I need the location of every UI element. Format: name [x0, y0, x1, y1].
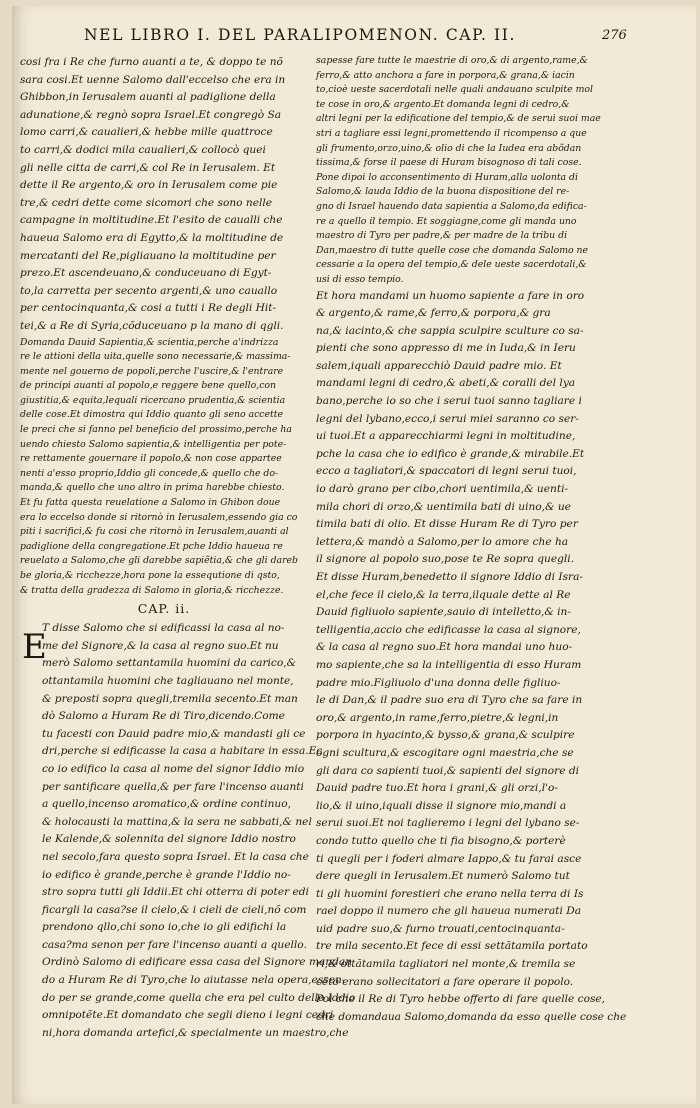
- text-line: to carri,& dodici mila caualieri,& collocò quei: [20, 143, 266, 156]
- text-line: mercatanti del Re,pigliauano la moltitudine per: [20, 249, 276, 262]
- text-line: co io edifico la casa al nome del signor Iddio mio: [42, 762, 305, 775]
- text-line: do per se grande,come quella che era pel culto dello Iddio: [42, 991, 356, 1004]
- text-line: prendono qllo,chi sono io,che io gli edifichi la: [42, 921, 287, 934]
- text-line: Ghibbon,in Ierusalem auanti al padiglione della: [20, 91, 276, 104]
- text-line: reuelato a Salomo,che gli darebbe sapiẽtia,& che gli dareb: [20, 555, 298, 567]
- text-line: serui suoi.Et noi taglieremo i legni del lybano se-: [316, 817, 580, 830]
- left-commentary-block: [20, 336, 308, 599]
- text-line: gli dara co sapienti tuoi,& sapienti del signore di: [316, 764, 579, 777]
- text-line: tissima,& forse il paese di Huram bisognoso di tali cose.: [316, 157, 582, 169]
- right-text-block: [316, 288, 627, 1027]
- text-line: Et fu fatta questa reuelatione a Salomo in Ghibon doue: [20, 497, 281, 509]
- text-line: sapesse fare tutte le maestrie di oro,& di argento,rame,&: [316, 55, 588, 66]
- text-line: bano,perche io so che i serui tuoi sanno tagliare i: [316, 395, 582, 408]
- text-line: Ordinò Salomo di edificare essa casa del Signore mandan: [42, 956, 353, 969]
- text-line: il signore al popolo suo,pose te Re sopra quegli.: [316, 553, 575, 566]
- text-line: cosi fra i Re che furno auanti a te, & doppo te nõ: [20, 56, 283, 68]
- text-line: ti quegli per i foderi almare Iappo,& tu farai asce: [316, 852, 582, 865]
- text-line: re a quello il tempio. Et soggiagne,come gli manda uno: [316, 215, 577, 227]
- text-line: le di Dan,& il padre suo era di Tyro che sa fare in: [316, 694, 583, 707]
- text-line: Poi che il Re di Tyro hebbe offerto di fare quelle cose,: [316, 993, 606, 1006]
- text-line: T disse Salomo che si edificassi la casa al no-: [42, 622, 285, 635]
- text-line: gli nelle citta de carri,& col Re in Ierusalem. Et: [20, 161, 276, 174]
- text-line: gli frumento,orzo,uino,& olio di che la Iudea era abõdan: [316, 142, 582, 154]
- text-line: pche la casa che io edifico è grande,& mirabile.Et: [316, 447, 585, 460]
- text-line: gno di Israel hauendo data sapientia a Salomo,da edifica-: [316, 200, 587, 212]
- text-line: cessarie a la opera del tempio,& dele ueste sacerdotali,&: [316, 259, 587, 271]
- left-column: [20, 54, 356, 1094]
- text-line: padre mio.Figliuolo d'una donna delle figliuo-: [316, 676, 561, 689]
- text-line: ti gli huomini forestieri che erano nella terra di Is: [316, 887, 584, 900]
- text-line: nel secolo,fara questo sopra Israel. Et la casa che: [42, 850, 309, 863]
- text-line: giustitia,& equita,lequali ricercano prudentia,& scientia: [20, 394, 286, 406]
- text-line: telligentia,accio che edificasse la casa al signore,: [316, 623, 581, 636]
- text-line: per santificare quella,& per fare l'incenso auanti: [42, 780, 304, 793]
- text-line: timila bati di olio. Et disse Huram Re di Tyro per: [316, 518, 578, 531]
- text-line: altri legni per la edificatione del tempio,& de serui suoi mae: [316, 113, 601, 125]
- text-line: delle cose.Et dimostra qui Iddio quanto gli seno accette: [20, 409, 283, 421]
- text-line: dri,perche si edificasse la casa a habitare in essa.Ec: [42, 745, 323, 758]
- text-line: casa?ma senon per fare l'incenso auanti a quello.: [42, 938, 307, 951]
- text-line: prezo.Et ascendeuano,& conduceuano di Egyt-: [20, 267, 272, 280]
- running-title: NEL LIBRO I. DEL PARALIPOMENON. CAP. II.: [84, 26, 517, 44]
- text-line: manda,& quello che uno altro in prima harebbe chiesto.: [20, 482, 285, 494]
- text-line: Et disse Huram,benedetto il signore Iddio di Isra-: [316, 571, 583, 583]
- text-line: ecco a tagliatori,& spaccatori di legni serui tuoi,: [316, 465, 577, 478]
- text-line: io darò grano per cibo,chori uentimila,& uenti-: [316, 483, 569, 496]
- text-line: ferro,& atto anchora a fare in porpora,& grana,& iacin: [316, 69, 575, 81]
- text-line: maestro di Tyro per padre,& per madre de la tribu di: [316, 230, 568, 242]
- drop-cap: E: [22, 627, 47, 668]
- folio-number: 276: [602, 28, 627, 43]
- text-line: uid padre suo,& furno trouati,centocinquanta-: [316, 922, 565, 935]
- text-line: dette il Re argento,& oro in Ierusalem come pie: [20, 179, 278, 192]
- text-line: porpora in hyacinto,& bysso,& grana,& sculpire: [316, 729, 575, 742]
- text-line: usi di esso tempio.: [316, 273, 404, 285]
- text-line: Dauid figliuolo sapiente,sauio di intelletto,& in-: [316, 606, 571, 619]
- text-line: & holocausti la mattina,& la sera ne sabbati,& nel: [42, 815, 312, 828]
- text-line: legni del lybano,ecco,i serui miei saranno co ser-: [316, 412, 579, 425]
- right-commentary-block: [316, 54, 604, 288]
- text-line: stro sopra tutti gli Iddii.Et chi otterra di poter edi: [42, 886, 309, 899]
- text-line: haueua Salomo era di Egytto,& la moltitudine de: [20, 231, 284, 244]
- text-line: do a Huram Re di Tyro,che lo aiutasse nela opera,essen-: [42, 974, 346, 987]
- text-line: ui tuoi.Et a apparecchiarmi legni in moltitudine,: [316, 430, 576, 443]
- book-page: [12, 6, 696, 1104]
- text-line: Dan,maestro di tutte quelle cose che domanda Salomo ne: [316, 244, 589, 256]
- text-line: mente nel gouerno de popoli,perche l'uscire,& l'entrare: [20, 365, 284, 377]
- text-line: te cose in oro,& argento.Et domanda legni di cedro,&: [316, 98, 570, 110]
- text-line: le Kalende,& solennita del signore Iddio nostro: [42, 833, 296, 846]
- left-text-block: [20, 54, 308, 336]
- text-line: tu facesti con Dauid padre mio,& mandasti gli ce: [42, 727, 306, 740]
- text-line: padiglione della congregatione.Et pche Iddio haueua re: [20, 540, 283, 552]
- text-line: mila chori di orzo,& uentimila bati di uino,& ue: [316, 500, 571, 513]
- text-line: Et hora mandami un huomo sapiente a fare in oro: [316, 289, 585, 302]
- text-line: tei,& a Re di Syria,cõduceuano p la mano di qgli.: [20, 319, 284, 332]
- text-line: io edifico è grande,perche è grande l'Iddio no-: [42, 868, 291, 881]
- text-line: merò Salomo settantamila huomini da carico,&: [42, 657, 297, 670]
- text-line: tre mila secento.Et fece di essi settãtamila portato: [316, 940, 588, 953]
- text-line: to,cioè ueste sacerdotali nelle quali andauano sculpite mol: [316, 84, 593, 96]
- text-line: mo sapiente,che sa la intelligentia di esso Huram: [316, 658, 582, 671]
- text-line: sara cosi.Et uenne Salomo dall'eccelso che era in: [20, 73, 286, 86]
- text-line: be gloria,& ricchezze,hora pone la essequtione di qsto,: [20, 570, 280, 581]
- text-line: piti i sacrifici,& fu cosi che ritornò in Ierusalem,auanti al: [20, 526, 289, 538]
- text-line: rael doppo il numero che gli haueua numerati Da: [316, 905, 582, 918]
- text-line: salem,iquali apparecchiò Dauid padre mio. Et: [316, 359, 562, 372]
- text-line: adunatione,& regnò sopra Israel.Et congregò Sa: [20, 108, 282, 121]
- text-line: de principi auanti al popolo,e reggere bene quello,con: [20, 380, 276, 392]
- text-line: Dauid padre tuo.Et hora i grani,& gli orzi,l'o-: [316, 782, 558, 795]
- text-line: lio,& il uino,iquali disse il signore mio,mandi a: [316, 799, 567, 812]
- text-line: tre,& cedri dette come sicomori che sono nelle: [20, 196, 273, 209]
- text-line: per centocinquanta,& cosi a tutti i Re degli Hit-: [20, 302, 277, 315]
- text-line: condo tutto quello che ti fia bisogno,& porterè: [316, 834, 566, 847]
- text-line: lettera,& mandò a Salomo,per lo amore che ha: [316, 535, 569, 548]
- text-line: omnipotẽte.Et domandato che segli dieno i legni cedri: [42, 1009, 334, 1022]
- text-line: pienti che sono appresso di me in Iuda,& in Ieru: [316, 342, 576, 355]
- text-line: che domandaua Salomo,domanda da esso quelle cose che: [316, 1010, 627, 1023]
- text-line: ri,& ottãtamila tagliatori nel monte,& tremila se: [316, 958, 576, 971]
- text-line: Pone dipoi lo acconsentimento di Huram,alla uolonta di: [316, 171, 578, 183]
- text-line: cẽto erano sollecitatori a fare operare il popolo.: [316, 975, 574, 988]
- text-line: dere quegli in Ierusalem.Et numerò Salomo tut: [316, 870, 570, 883]
- text-line: stri a tagliare essi legni,promettendo il ricompenso a que: [316, 127, 587, 139]
- text-line: le preci che si fanno pel beneficio del prossimo,perche ha: [20, 424, 292, 436]
- text-line: & la casa al regno suo.Et hora mandai uno huo-: [316, 641, 573, 654]
- text-line: el,che fece il cielo,& la terra,ilquale dette al Re: [316, 588, 571, 601]
- text-line: re rettamente gouernare il popolo,& non cose appartee: [20, 453, 282, 465]
- right-column: [316, 54, 627, 1094]
- text-line: dò Salomo a Huram Re di Tiro,dicendo.Come: [42, 710, 285, 723]
- text-line: ni,hora domanda artefici,& specialmente un maestro,che: [42, 1026, 349, 1039]
- text-line: & preposti sopra quegli,tremila secento.Et man: [42, 692, 298, 705]
- chapter-heading: CAP. ii.: [137, 601, 191, 617]
- text-line: nenti a'esso proprio,Iddio gli concede,& quello che do-: [20, 467, 279, 479]
- text-line: & tratta della gradezza di Salomo in gloria,& ricchezze.: [20, 584, 284, 596]
- chapter-opening: [20, 620, 356, 1042]
- text-line: era lo eccelso donde si ritornò in Ierusalem,essendo gia co: [20, 511, 298, 523]
- text-line: me del Signore,& la casa al regno suo.Et nu: [42, 639, 279, 652]
- text-line: mandami legni di cedro,& abeti,& coralli del lya: [316, 377, 576, 390]
- text-line: ottantamila huomini che tagliauano nel monte,: [42, 674, 294, 687]
- text-line: Domanda Dauid Sapientia,& scientia,perche a'indrizza: [20, 336, 279, 348]
- text-line: oro,& argento,in rame,ferro,pietre,& legni,in: [316, 711, 559, 724]
- left-chapter-text: [42, 620, 356, 1042]
- text-line: campagne in moltitudine.Et l'esito de caualli che: [20, 214, 283, 227]
- text-line: a quello,incenso aromatico,& ordine continuo,: [42, 798, 291, 811]
- text-line: Salomo,& lauda Iddio de la buona dispositione del re-: [316, 186, 570, 198]
- text-line: lomo carri,& caualieri,& hebbe mille quattroce: [20, 126, 273, 139]
- text-line: to,la carretta per secento argenti,& uno cauallo: [20, 284, 278, 297]
- text-line: & argento,& rame,& ferro,& porpora,& gra: [316, 307, 551, 320]
- text-line: ogni scultura,& escogitare ogni maestria,che se: [316, 746, 574, 759]
- text-line: na,& iacinto,& che sappia sculpire sculture co sa-: [316, 324, 584, 337]
- text-line: ficargli la casa?se il cielo,& i cieli de cieli,nõ com: [42, 903, 307, 916]
- text-line: re le attioni della uita,quelle sono necessarie,& massima-: [20, 351, 291, 363]
- text-line: uendo chiesto Salomo sapientia,& intelligentia per pote-: [20, 438, 287, 450]
